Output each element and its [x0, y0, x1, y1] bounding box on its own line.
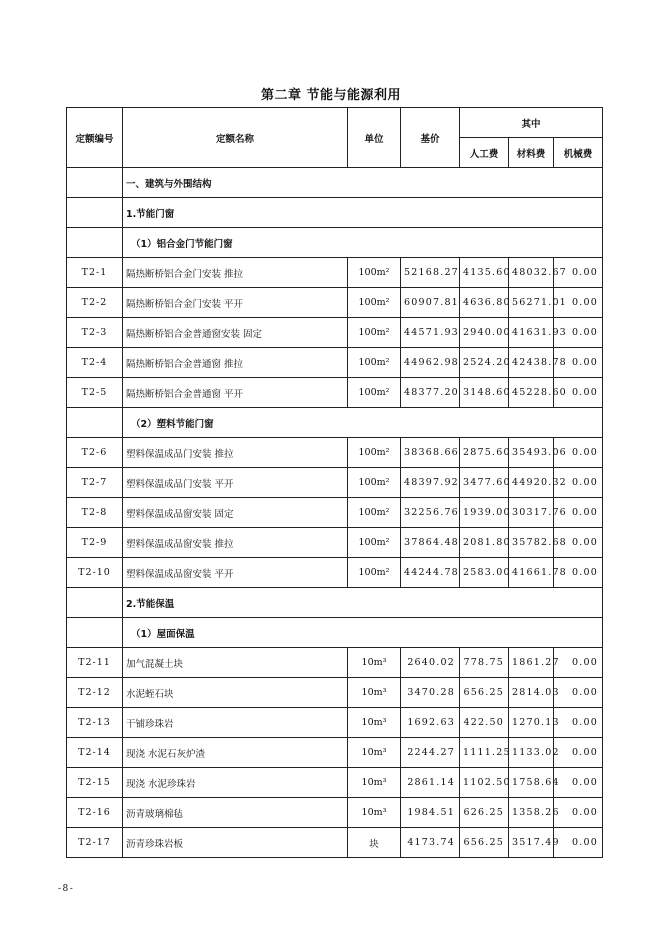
cell-machine: 0.00	[554, 348, 603, 378]
cell-code: T2-1	[67, 258, 123, 288]
cell-code: T2-15	[67, 768, 123, 798]
section-row	[67, 198, 603, 228]
cell-material: 48032.67	[509, 258, 554, 288]
cell-base: 44244.78	[401, 558, 460, 588]
cell-unit: 100m²	[348, 468, 401, 498]
cell-material: 45228.60	[509, 378, 554, 408]
cell-unit: 10m³	[348, 738, 401, 768]
cell-labor: 4135.60	[460, 258, 509, 288]
cell-material: 3517.49	[509, 828, 554, 858]
cell-unit: 100m²	[348, 498, 401, 528]
header-labor: 人工费	[460, 138, 509, 168]
cell-material: 1758.64	[509, 768, 554, 798]
section-aluminum-windows: （1）铝合金门节能门窗	[123, 228, 603, 258]
cell-machine: 0.00	[554, 528, 603, 558]
cell-unit: 10m³	[348, 648, 401, 678]
section-row	[67, 618, 603, 648]
cell-base: 2640.02	[401, 648, 460, 678]
table-row	[67, 558, 603, 588]
cell-code: T2-6	[67, 438, 123, 468]
table-row	[67, 738, 603, 768]
cell-code: T2-12	[67, 678, 123, 708]
cell-base: 48377.20	[401, 378, 460, 408]
cell-machine: 0.00	[554, 558, 603, 588]
cell-name: 塑料保温成品窗安装 固定	[123, 498, 348, 528]
header-material: 材料费	[509, 138, 554, 168]
section-row	[67, 168, 603, 198]
cell-unit: 100m²	[348, 288, 401, 318]
cell-labor: 778.75	[460, 648, 509, 678]
cell-base: 37864.48	[401, 528, 460, 558]
cell-code: T2-5	[67, 378, 123, 408]
header-machine: 机械费	[554, 138, 603, 168]
cell-unit: 10m³	[348, 708, 401, 738]
quota-table	[66, 107, 603, 858]
cell-name: 干铺珍珠岩	[123, 708, 348, 738]
cell-material: 1270.13	[509, 708, 554, 738]
cell-material: 42438.78	[509, 348, 554, 378]
cell-labor: 1939.00	[460, 498, 509, 528]
cell-material: 30317.76	[509, 498, 554, 528]
cell-base: 1692.63	[401, 708, 460, 738]
header-base-price: 基价	[401, 108, 460, 168]
cell-labor: 3148.60	[460, 378, 509, 408]
cell-name: 塑料保温成品窗安装 推拉	[123, 528, 348, 558]
cell-labor: 2583.00	[460, 558, 509, 588]
table-row	[67, 438, 603, 468]
cell-unit: 10m³	[348, 768, 401, 798]
cell-labor: 1111.25	[460, 738, 509, 768]
table-row	[67, 648, 603, 678]
cell-base: 44962.98	[401, 348, 460, 378]
cell-machine: 0.00	[554, 738, 603, 768]
cell-material: 1861.27	[509, 648, 554, 678]
section-insulation: 2.节能保温	[123, 588, 603, 618]
cell-code: T2-7	[67, 468, 123, 498]
cell-name: 隔热断桥铝合金普通窗 平开	[123, 378, 348, 408]
cell-machine: 0.00	[554, 378, 603, 408]
section-row	[67, 588, 603, 618]
header-code: 定额编号	[67, 108, 123, 168]
cell-base: 38368.66	[401, 438, 460, 468]
cell-code: T2-10	[67, 558, 123, 588]
cell-name: 隔热断桥铝合金门安装 推拉	[123, 258, 348, 288]
cell-name: 加气混凝土块	[123, 648, 348, 678]
cell-name: 隔热断桥铝合金普通窗 推拉	[123, 348, 348, 378]
section-plastic-windows: （2）塑料节能门窗	[123, 408, 603, 438]
cell-name: 塑料保温成品门安装 推拉	[123, 438, 348, 468]
cell-labor: 2940.00	[460, 318, 509, 348]
section-row	[67, 228, 603, 258]
cell-unit: 100m²	[348, 318, 401, 348]
cell-base: 2861.14	[401, 768, 460, 798]
cell-material: 1358.26	[509, 798, 554, 828]
section-roof-insulation: （1）屋面保温	[123, 618, 603, 648]
cell-labor: 656.25	[460, 678, 509, 708]
cell-code: T2-8	[67, 498, 123, 528]
page-number: -8-	[58, 884, 75, 894]
cell-machine: 0.00	[554, 438, 603, 468]
cell-unit: 10m³	[348, 798, 401, 828]
table-row	[67, 468, 603, 498]
cell-base: 1984.51	[401, 798, 460, 828]
cell-name: 隔热断桥铝合金普通窗安装 固定	[123, 318, 348, 348]
cell-unit: 100m²	[348, 558, 401, 588]
cell-labor: 626.25	[460, 798, 509, 828]
cell-material: 41631.93	[509, 318, 554, 348]
table-row	[67, 288, 603, 318]
cell-machine: 0.00	[554, 258, 603, 288]
cell-labor: 2524.20	[460, 348, 509, 378]
section-row	[67, 408, 603, 438]
cell-unit: 100m²	[348, 438, 401, 468]
cell-material: 56271.01	[509, 288, 554, 318]
cell-base: 32256.76	[401, 498, 460, 528]
cell-unit: 100m²	[348, 348, 401, 378]
cell-base: 60907.81	[401, 288, 460, 318]
cell-material: 35493.06	[509, 438, 554, 468]
cell-labor: 2081.80	[460, 528, 509, 558]
table-row	[67, 528, 603, 558]
cell-code: T2-13	[67, 708, 123, 738]
cell-labor: 656.25	[460, 828, 509, 858]
cell-material: 2814.03	[509, 678, 554, 708]
cell-name: 水泥蛭石块	[123, 678, 348, 708]
section-energy-saving-windows: 1.节能门窗	[123, 198, 603, 228]
cell-labor: 4636.80	[460, 288, 509, 318]
cell-code: T2-17	[67, 828, 123, 858]
cell-code: T2-11	[67, 648, 123, 678]
cell-unit: 10m³	[348, 678, 401, 708]
cell-unit: 100m²	[348, 258, 401, 288]
cell-machine: 0.00	[554, 468, 603, 498]
cell-name: 塑料保温成品窗安装 平开	[123, 558, 348, 588]
cell-machine: 0.00	[554, 498, 603, 528]
cell-material: 44920.32	[509, 468, 554, 498]
table-row	[67, 498, 603, 528]
cell-machine: 0.00	[554, 768, 603, 798]
section-building-envelope: 一、建筑与外围结构	[123, 168, 603, 198]
cell-labor: 3477.60	[460, 468, 509, 498]
cell-material: 41661.78	[509, 558, 554, 588]
cell-code: T2-14	[67, 738, 123, 768]
cell-base: 4173.74	[401, 828, 460, 858]
header-of-which: 其中	[460, 108, 603, 138]
cell-code: T2-3	[67, 318, 123, 348]
cell-machine: 0.00	[554, 648, 603, 678]
table-row	[67, 828, 603, 858]
cell-name: 沥青珍珠岩板	[123, 828, 348, 858]
cell-labor: 422.50	[460, 708, 509, 738]
cell-base: 3470.28	[401, 678, 460, 708]
cell-machine: 0.00	[554, 318, 603, 348]
cell-machine: 0.00	[554, 288, 603, 318]
cell-code: T2-9	[67, 528, 123, 558]
table-row	[67, 768, 603, 798]
cell-name: 塑料保温成品门安装 平开	[123, 468, 348, 498]
page-title: 第二章 节能与能源利用	[260, 88, 402, 103]
header-name: 定额名称	[123, 108, 348, 168]
cell-unit: 100m²	[348, 528, 401, 558]
cell-base: 44571.93	[401, 318, 460, 348]
cell-code: T2-2	[67, 288, 123, 318]
table-row	[67, 798, 603, 828]
cell-machine: 0.00	[554, 828, 603, 858]
cell-labor: 2875.60	[460, 438, 509, 468]
cell-material: 35782.68	[509, 528, 554, 558]
table-row	[67, 708, 603, 738]
cell-machine: 0.00	[554, 708, 603, 738]
table-row	[67, 348, 603, 378]
cell-code: T2-16	[67, 798, 123, 828]
table-row	[67, 678, 603, 708]
cell-base: 52168.27	[401, 258, 460, 288]
cell-base: 48397.92	[401, 468, 460, 498]
cell-base: 2244.27	[401, 738, 460, 768]
cell-unit: 100m²	[348, 378, 401, 408]
cell-labor: 1102.50	[460, 768, 509, 798]
table-row	[67, 318, 603, 348]
cell-unit: 块	[348, 828, 401, 858]
cell-machine: 0.00	[554, 798, 603, 828]
cell-material: 1133.02	[509, 738, 554, 768]
cell-name: 沥青玻璃棉毡	[123, 798, 348, 828]
cell-code: T2-4	[67, 348, 123, 378]
cell-name: 现浇 水泥珍珠岩	[123, 768, 348, 798]
cell-name: 隔热断桥铝合金门安装 平开	[123, 288, 348, 318]
cell-name: 现浇 水泥石灰炉渣	[123, 738, 348, 768]
header-unit: 单位	[348, 108, 401, 168]
table-row	[67, 258, 603, 288]
cell-machine: 0.00	[554, 678, 603, 708]
table-row	[67, 378, 603, 408]
